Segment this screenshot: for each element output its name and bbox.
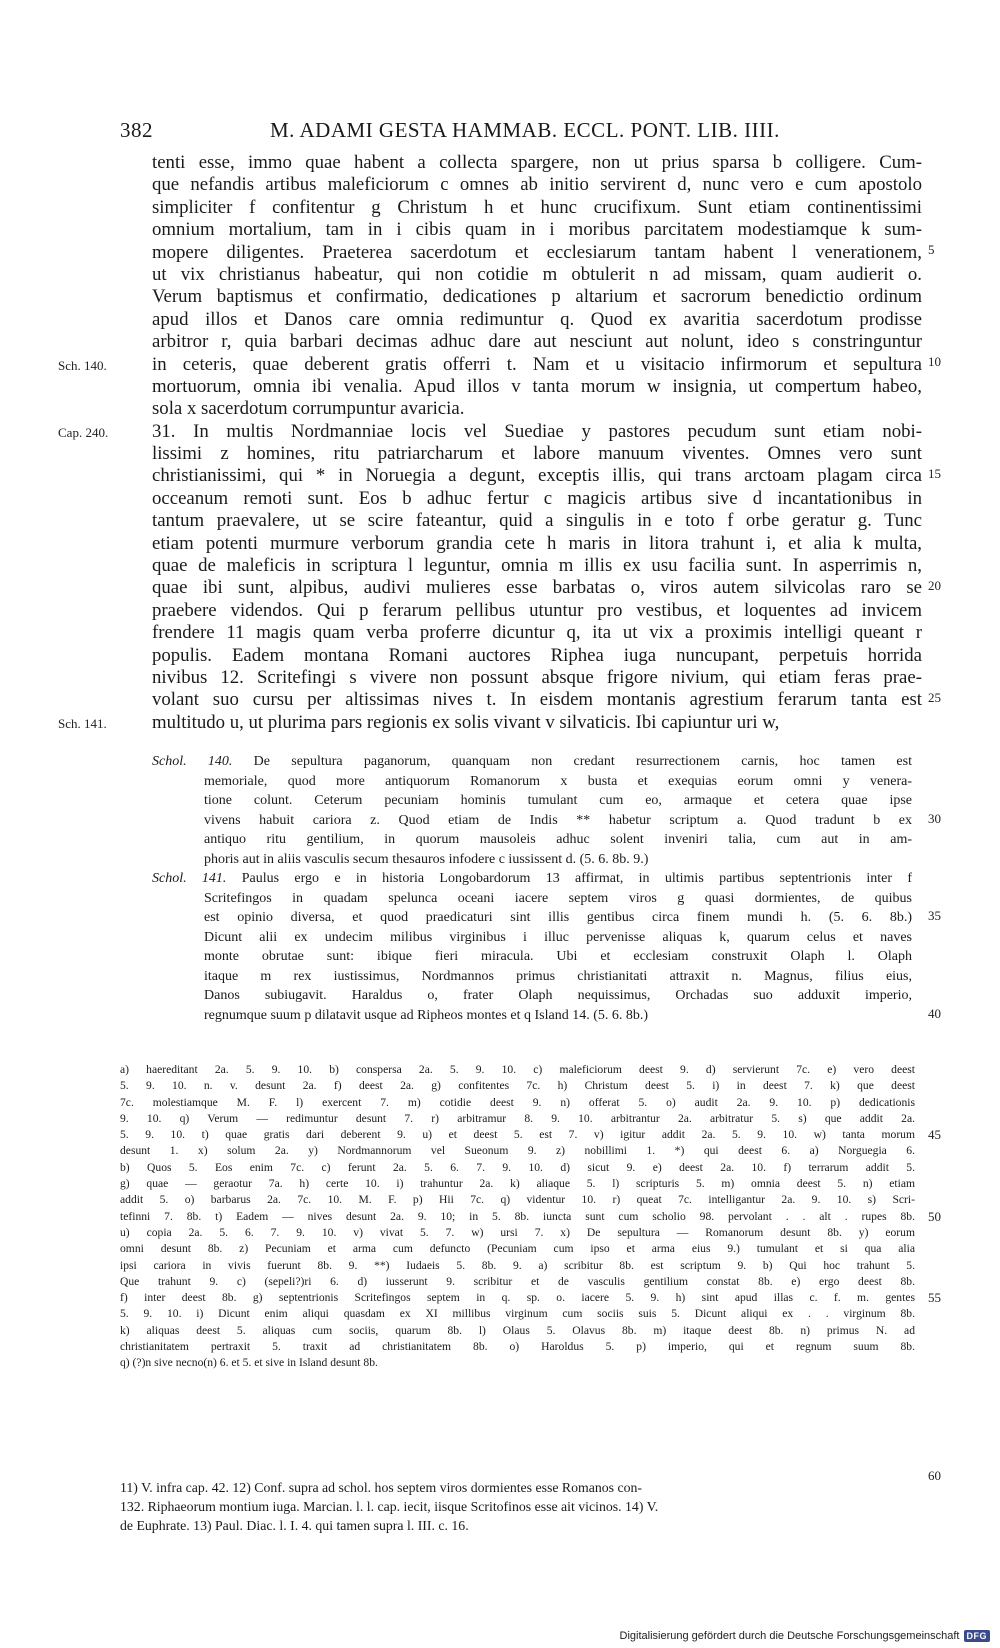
scholion-line: itaque m rex iustissimus, Nordmannos primus christianitati attraxit n. Magnus, filius eius, — [204, 968, 912, 984]
apparatus-line: Que trahunt 9. c) (sepeli?)ri 6. d) iusserunt 9. scribitur et de vasculis gentilium constat 8b. e) ergo deest 8b. — [120, 1274, 915, 1288]
page-number: 382 — [120, 118, 153, 142]
apparatus-line: 5. 9. 10. t) quae gratis dari deberent 9. u) et deest 5. est 7. v) igitur addit 2a. 5. 9. 10. w) tanta morum — [120, 1128, 915, 1142]
scholion-text: De sepultura paganorum, quanquam non credant resurrectionem carnis, hoc tamen est — [253, 754, 912, 769]
scholion-text: Paulus ergo e in historia Longobardorum 13 affirmat, in ultimis partibus septentrionis inter f — [241, 871, 912, 886]
scholion — [152, 869, 912, 1025]
main-line: praebere videndos. Qui p ferarum pellibus utuntur pro vestibus, et loquentes ad invicem — [152, 599, 922, 621]
apparatus-line: k) aliquas deest 5. aliquas cum sociis, quarum 8b. l) Olaus 5. Olavus 8b. m) itaque deest 8b. n) primus N. ad — [120, 1323, 915, 1337]
scholion-line: Scritefingos in quadam spelunca oceani iacere septem viros g quasi dormientes, de quibus — [204, 890, 912, 906]
main-line: mortuorum, omnia ibi venalia. Apud illos v tanta morum w insignia, ut compertum habeo, — [152, 375, 922, 397]
line-number: 30 — [928, 810, 941, 826]
apparatus-line: 9. 10. q) Verum — redimuntur desunt 7. r) arbitramur 8. 9. 10. arbitrantur 2a. arbitratur 5. s) que addit 2a. — [120, 1111, 915, 1125]
main-line: ut vix christianus habeatur, qui non cotidie m obtulerit n ad missam, quam audierit o. — [152, 263, 922, 285]
main-line: populis. Eadem montana Romani auctores Riphea iuga nuncupant, perpetuis horrida — [152, 644, 922, 666]
apparatus-line: q) (?)n sive necno(n) 6. et 5. et sive in Island desunt 8b. — [120, 1356, 378, 1370]
main-line: multitudo u, ut plurima pars regionis ex solis vivant v silvaticis. Ibi capiuntur uri w, — [152, 711, 780, 733]
scholion-line: phoris aut in aliis vasculis secum thesauros infodere c iussissent d. (5. 6. 8b. 9.) — [204, 851, 649, 867]
scholia — [152, 752, 912, 1025]
main-line: Verum baptismus et confirmatio, dedicationes p altarium et sacrorum benedictio ordinum — [152, 286, 922, 308]
apparatus-line: g) quae — geraotur 7a. h) certe 10. i) trahuntur 2a. k) aliaque 5. l) scripturis 5. m) omnia deest 5. n) etiam — [120, 1177, 915, 1191]
main-line: simpliciter f confitentur g Christum h et hunc crucifixum. Sunt etiam continentissimi — [152, 196, 922, 218]
footnote-line: de Euphrate. 13) Paul. Diac. l. I. 4. qui tamen supra l. III. c. 16. — [120, 1518, 469, 1533]
line-number: 55 — [928, 1290, 941, 1306]
line-number: 60 — [928, 1468, 941, 1483]
scholion-line — [152, 869, 912, 889]
main-line: lissimi z homines, ritu patriarcharum et labore manuum viventes. Omnes vero sunt — [152, 443, 922, 465]
main-line: occeanum remoti sunt. Eos b adhuc fertur c magicis artibus sive d incantationibus in — [152, 487, 922, 509]
main-line: sola x sacerdotum corrumpuntur avaricia. — [152, 398, 465, 420]
main-line: tenti esse, immo quae habent a collecta spargere, non ut prius sparsa b colligere. Cum- — [152, 152, 922, 173]
apparatus-line: addit 5. o) barbarus 2a. 7c. 10. M. F. p) Hii 7c. q) videntur 10. r) queat 7c. intelligantur 2a. 9. 10. s) Scri- — [120, 1193, 915, 1207]
line-number: 25 — [928, 689, 941, 705]
main-line: apud illos et Danos care omnia redimuntur q. Quod ex avaritia sacerdotum prodisse — [152, 308, 922, 330]
main-line: 31. In multis Nordmanniae locis vel Suediae y pastores pecudum sunt etiam nobi- — [152, 420, 922, 442]
apparatus-line: 5. 9. 10. i) Dicunt enim aliqui quasdam ex XI millibus virginum cum sociis suis 5. Dicunt aliqui ex . . virginum 8b. — [120, 1307, 915, 1321]
footnote-line: 11) V. infra cap. 42. 12) Conf. supra ad schol. hos septem viros dormientes esse Romanos con- — [120, 1480, 643, 1495]
main-line: volant suo cursu per altissimas nives t. In eisdem montanis agrestium ferarum tanta est — [152, 689, 922, 711]
apparatus-line: a) haereditant 2a. 5. 9. 10. b) conspersa 2a. 5. 9. 10. c) maleficiorum deest 9. d) servierunt 7c. e) vero deest — [120, 1063, 915, 1076]
scholion-line — [152, 752, 912, 772]
scholion-line: Dicunt alii ex undecim milibus virginibus i illuc pervenisse aliquas k, quarum celus et naves — [204, 929, 912, 945]
line-number: 5 — [928, 241, 935, 257]
line-number: 50 — [928, 1208, 941, 1224]
scholion — [152, 752, 912, 869]
main-line: mopere diligentes. Praeterea sacerdotum et ecclesiarum tantam habent l venerationem, — [152, 241, 922, 263]
scholion-line: monte obrutae sunt: ibique fieri miracula. Ubi et ecclesiam construxit Olaph l. Olaph — [204, 949, 912, 964]
main-line: in ceteris, quae deberent gratis offerri t. Nam et u visitacio infirmorum et sepultura — [152, 353, 922, 375]
scholion-line: tione colunt. Ceterum pecuniam hominis tumulant cum eo, armaque et cetera quae ipse — [204, 793, 912, 808]
dfg-logo: DFG — [964, 1630, 991, 1642]
margin-note: Sch. 141. — [58, 716, 107, 731]
line-number: 40 — [928, 1005, 941, 1021]
scholion-label: Schol. 140. — [152, 754, 254, 769]
apparatus-line: f) inter deest 8b. g) septentrionis Scritefingos septem in q. sp. o. iacere 5. 9. h) sint apud illas c. f. m. gentes — [120, 1291, 915, 1305]
line-number: 10 — [928, 353, 941, 369]
footnotes — [120, 1478, 910, 1535]
line-number: 35 — [928, 908, 941, 923]
apparatus-line: omni desunt 8b. z) Pecuniam et arma cum defuncto (Pecuniam cum ipso et arma eius 9.) tumulant et si qua alia — [120, 1242, 915, 1256]
scholion-line: regnumque suum p dilatavit usque ad Ripheos montes et q Island 14. (5. 6. 8b.) — [204, 1007, 649, 1023]
apparatus-line: b) Quos 5. Eos enim 7c. c) ferunt 2a. 5. 6. 7. 9. 10. d) sicut 9. e) deest 2a. 10. f) terrarum addit 5. — [120, 1160, 915, 1174]
apparatus-line: u) copia 2a. 5. 6. 7. 9. 10. v) vivat 5. 7. w) ursi 7. x) De sepultura — Romanorum desunt 8b. y) eorum — [120, 1225, 915, 1239]
margin-note: Sch. 140. — [58, 357, 107, 373]
main-line: tantum praevalere, ut se scire fateantur, quid a singulis in e toto f orbe geratur g. Tunc — [152, 510, 922, 532]
critical-apparatus — [120, 1062, 915, 1372]
main-line: frendere 11 magis quam verba proferre dicuntur q, ita ut vix a proximis intelligi queant r — [152, 622, 922, 644]
main-line: christianissimi, qui * in Noruegia a degunt, exceptis illis, qui trans arctoam plagam circa — [152, 465, 922, 487]
main-line: omnium mortalium, tam in i cibis quam in i moribus parcitatem modestiamque k sum- — [152, 219, 922, 241]
line-number: 15 — [928, 465, 941, 481]
scholion-line: antiquo ritu gentilium, in quorum mausoleis adhuc solent inveniri talia, cum aut in am- — [204, 832, 912, 847]
footer-text: Digitalisierung gefördert durch die Deutsche Forschungsgemeinschaft — [619, 1630, 960, 1642]
apparatus-line: tefinni 7. 8b. t) Eadem — nives desunt 2a. 9. 10; in 5. 8b. iuncta sunt cum scholio 98. pervolant . . alt . rupes 8b. — [120, 1209, 915, 1223]
scholion-line: vivens habuit cariora z. Quod etiam de Indis ** habetur scriptum a. Quod tradunt b ex — [204, 812, 912, 828]
scholion-label: Schol. 141. — [152, 871, 242, 886]
scholion-line: Danos subiugavit. Haraldus o, frater Olaph nequissimus, Orchadas suo adduxit imperio, — [204, 988, 912, 1003]
running-head: M. ADAMI GESTA HAMMAB. ECCL. PONT. LIB. IIII. — [270, 118, 780, 142]
apparatus-line: ipsi cariora in vivis fuerunt 8b. 9. **) Iudaeis 5. 8b. 9. a) scribitur 8b. est scriptum 9. b) Qui hoc trahunt 5. — [120, 1258, 915, 1272]
main-text — [152, 152, 922, 734]
main-line: que nefandis artibus maleficiorum c omnes ab initio servirent d, nunc vero e cum apostolo — [152, 174, 922, 196]
scholion-line: est opinio diversa, et quod praedicaturi sint illis gentibus circa finem mundi h. (5. 6. 8b.) — [204, 910, 912, 925]
main-line: nivibus 12. Scritefingi s vivere non possunt absque frigore nivium, qui etiam feras prae- — [152, 666, 922, 688]
apparatus-line: 7c. molestiamque M. F. l) exercent 7. m) cotidie deest 9. n) offerat 5. o) audit 2a. 9. 10. p) dedicationis — [120, 1095, 915, 1109]
apparatus-line: 5. 9. 10. n. v. desunt 2a. f) deest 2a. g) confitentes 7c. h) Christum deest 5. i) in deest 7. k) que deest — [120, 1079, 915, 1093]
margin-note: Cap. 240. — [58, 424, 109, 440]
scholion-line: memoriale, quod more antiquorum Romanorum x busta et exequias eorum omni y venera- — [204, 773, 912, 789]
main-line: quae de maleficis in scriptura l leguntur, omnia m illis ex usu facilia sunt. In asperrimis n, — [152, 555, 922, 577]
apparatus-line: desunt 1. x) solum 2a. y) Nordmannorum vel Sueonum 9. z) nobillimi 1. *) qui deest 6. a) Norguegia 6. — [120, 1144, 915, 1158]
main-line: arbitror r, quia barbari decimas adhuc dare aut nesciunt aut nolunt, ideo s constringuntur — [152, 331, 922, 353]
line-number: 45 — [928, 1127, 941, 1143]
footnote-line: 132. Riphaeorum montium iuga. Marcian. l. l. cap. iecit, iisque Scritofinos esse ait vicinos. 14) V. — [120, 1499, 659, 1514]
main-line: etiam potenti murmure verborum grandia cete h maris in litora trahunt i, et alia k multa, — [152, 532, 922, 554]
apparatus-line: christianitatem pertraxit 5. traxit ad christianitatem 8b. o) Haroldus 5. p) imperio, qui et regnum suum 8b. — [120, 1340, 915, 1354]
line-number: 20 — [928, 577, 941, 593]
digitization-footer — [620, 1630, 990, 1642]
main-line: quae ibi sunt, alpibus, audivi mulieres esse barbatas o, viros autem silvicolas raro se — [152, 577, 922, 599]
